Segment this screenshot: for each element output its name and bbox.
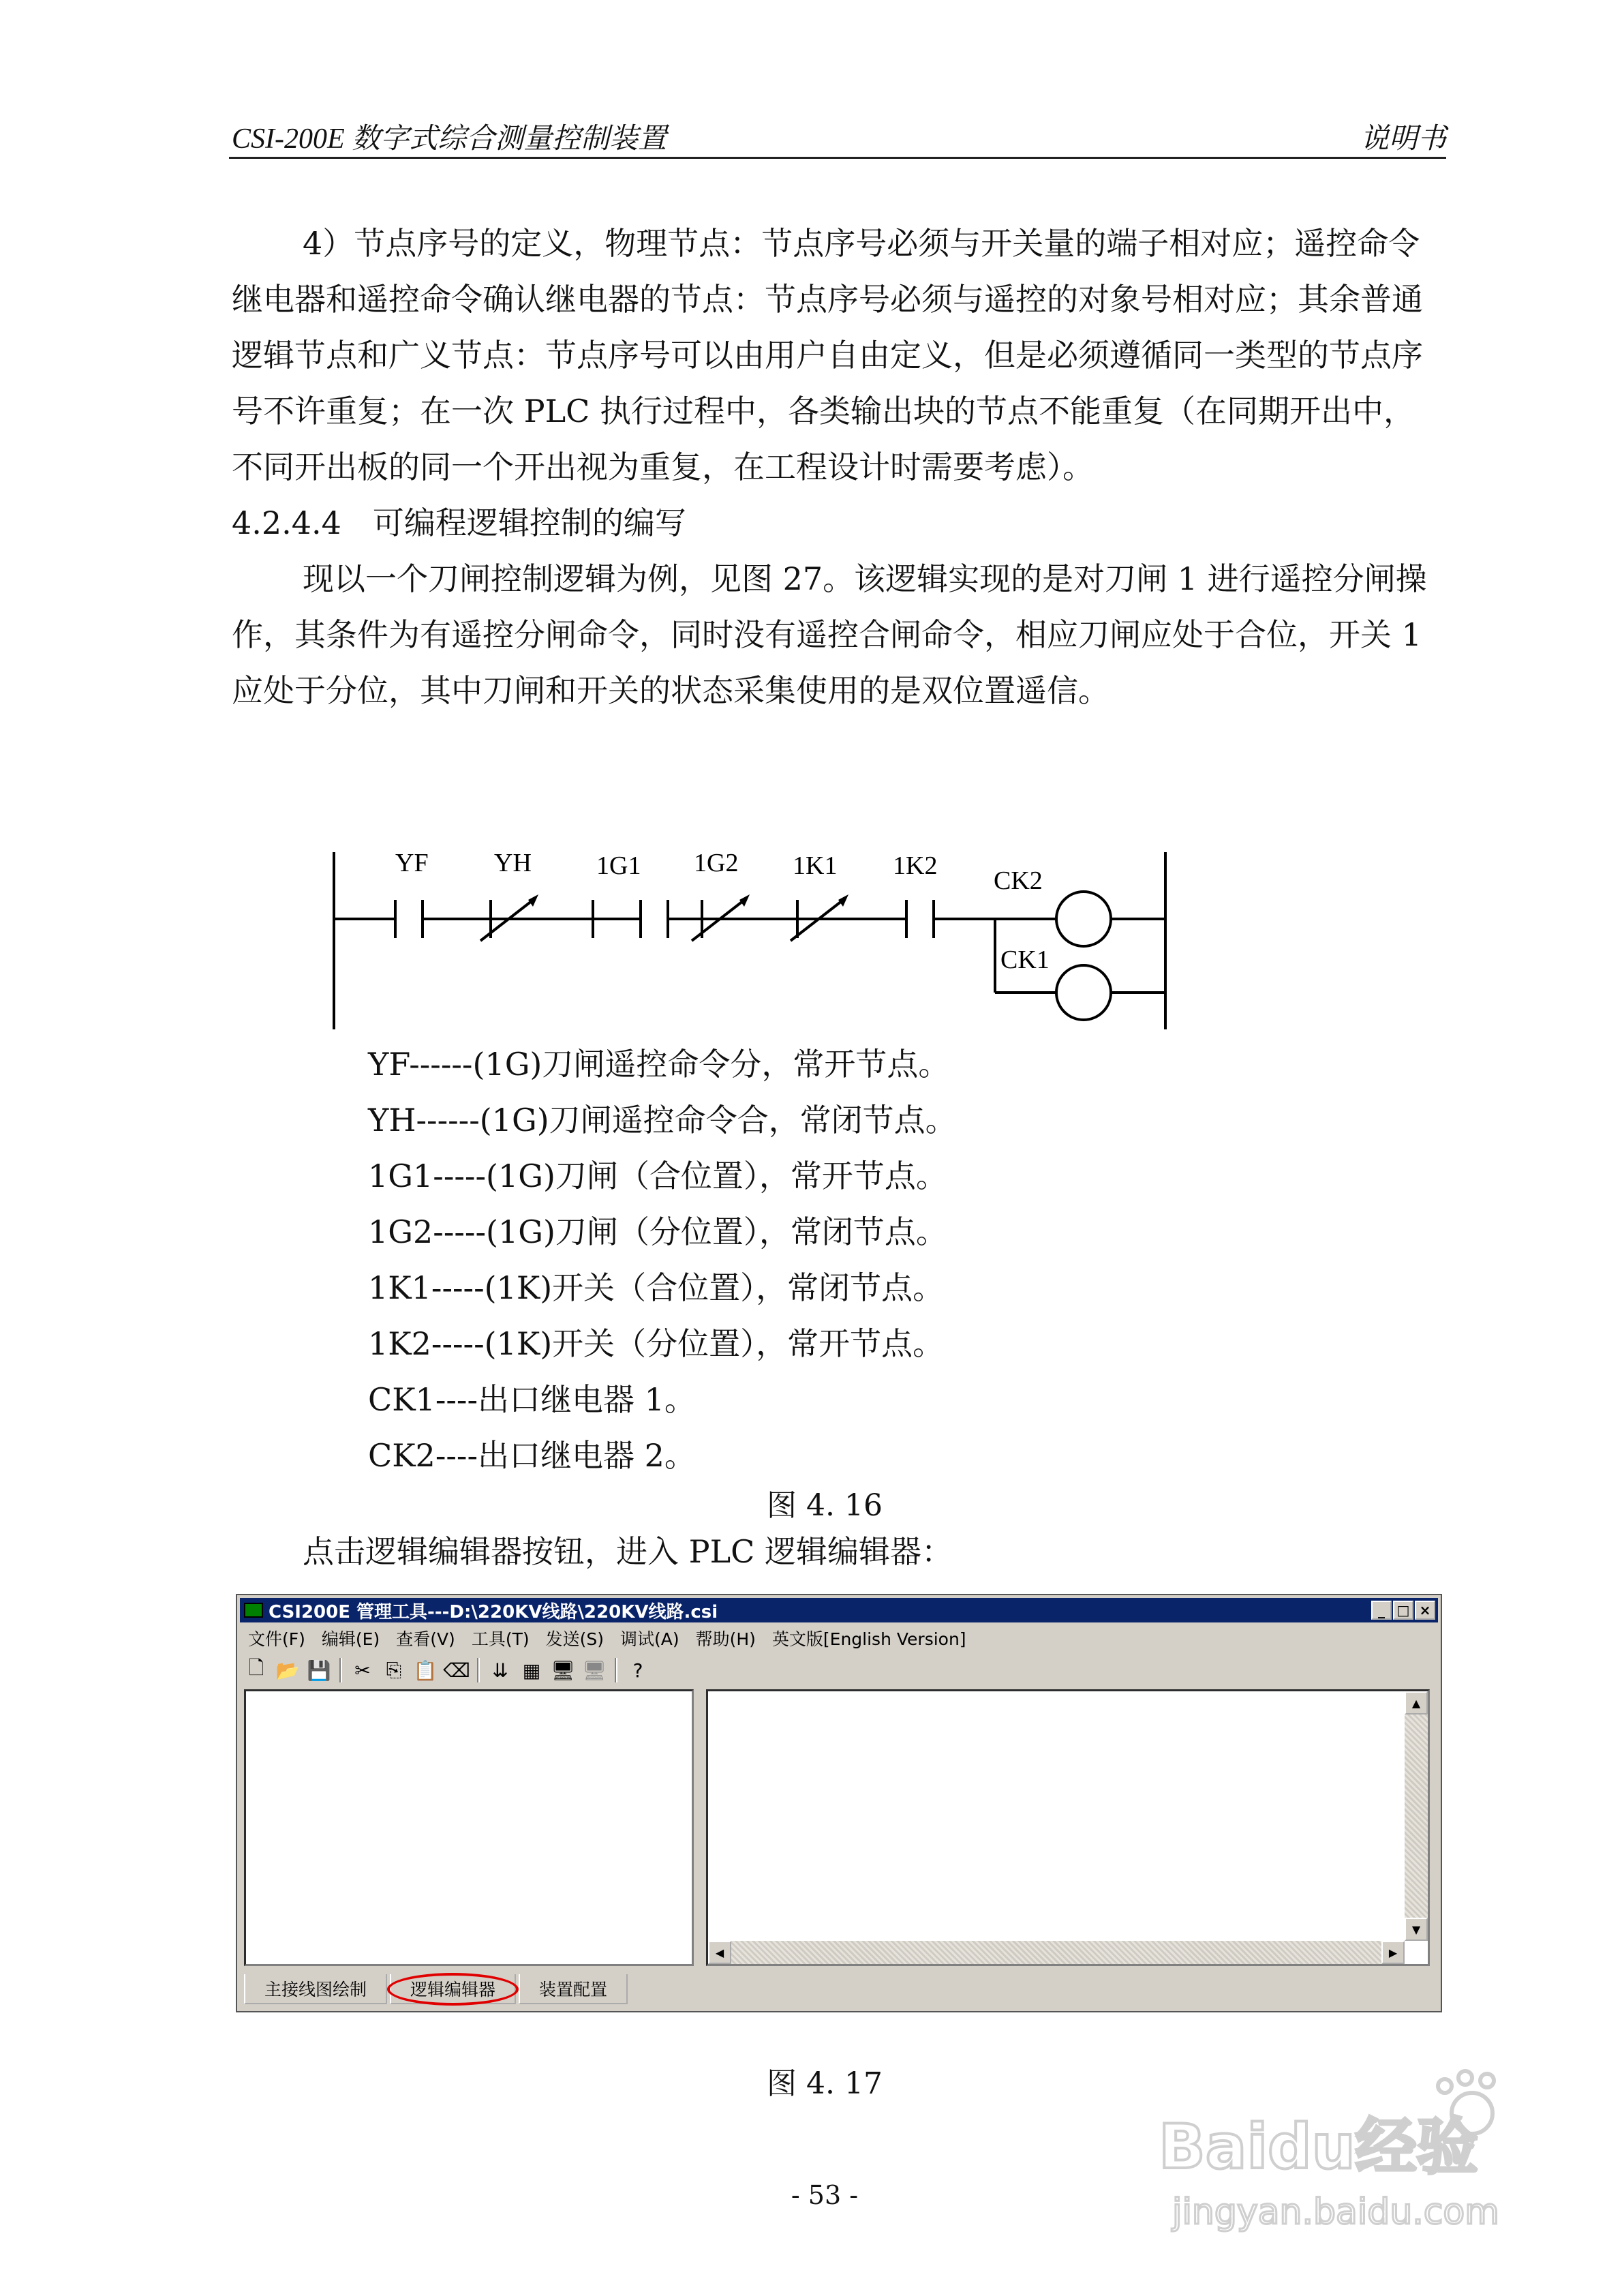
paste-icon[interactable]: 📋: [413, 1659, 438, 1682]
new-file-icon[interactable]: 🗋: [248, 1657, 264, 1679]
tab-main-wiring[interactable]: 主接线图绘制: [244, 1974, 387, 2004]
legend-list: [368, 1036, 957, 1483]
watermark-url: jingyan.baidu.com: [1172, 2192, 1499, 2233]
intro-text: 点击逻辑编辑器按钮，进入 PLC 逻辑编辑器：: [303, 1533, 953, 1570]
figure-caption-1: 图 4. 16: [767, 1488, 883, 1523]
paragraph-example: 现以一个刀闸控制逻辑为例，见图 27。该逻辑实现的是对刀闸 1 进行遥控分闸操作，其条件为有遥控分闸命令，同时没有遥控合闸命令，相应刀闸应处于合位，开关 1 应处于分位，其中刀闸和开关的状态采集使用的是双位置遥信。: [232, 560, 1427, 709]
watermark: [1152, 2066, 1533, 2243]
header-doc-type: 说明书: [1360, 123, 1446, 155]
maximize-button[interactable]: □: [1393, 1601, 1413, 1620]
title-bar: [240, 1598, 1438, 1622]
label-1g1: 1G1: [596, 851, 641, 880]
app-window: [236, 1594, 1442, 2012]
label-yf: YF: [395, 849, 429, 877]
menu-file[interactable]: 文件(F): [248, 1629, 305, 1649]
label-1g2: 1G2: [694, 849, 739, 877]
bottom-tabs: [244, 1970, 1434, 2004]
legend-item: 1K2-----(1K)开关（分位置），常开节点。: [368, 1325, 945, 1362]
menu-edit[interactable]: 编辑(E): [321, 1629, 380, 1649]
coil-ck1: [1056, 965, 1111, 1020]
monitor-icon[interactable]: 🖥: [551, 1659, 575, 1682]
legend-item: CK1----出口继电器 1。: [368, 1381, 696, 1418]
save-icon[interactable]: 💾: [307, 1659, 331, 1682]
menu-help[interactable]: 帮助(H): [695, 1629, 756, 1649]
page-number: - 53 -: [791, 2180, 859, 2210]
copy-icon[interactable]: ⎘: [386, 1659, 402, 1681]
app-icon: [244, 1603, 263, 1618]
section-heading: 4.2.4.4 可编程逻辑控制的编写: [232, 504, 686, 541]
toolbar: [243, 1655, 1438, 1685]
label-1k2: 1K2: [893, 851, 938, 880]
close-button[interactable]: ×: [1415, 1601, 1435, 1620]
toolbar-separator: [615, 1658, 617, 1682]
eraser-icon[interactable]: ⌫: [443, 1659, 470, 1682]
legend-item: YH------(1G)刀闸遥控命令合，常闭节点。: [368, 1102, 957, 1138]
minimize-button[interactable]: _: [1371, 1601, 1392, 1620]
scroll-up-icon[interactable]: ▲: [1405, 1691, 1428, 1715]
scroll-down-icon[interactable]: ▼: [1405, 1918, 1428, 1941]
watermark-brand: Baidu经验: [1159, 2111, 1478, 2183]
label-ck1: CK1: [1000, 946, 1050, 974]
header-rule: [229, 157, 1446, 159]
scroll-left-icon[interactable]: ◀: [708, 1941, 731, 1964]
legend-item: 1G2-----(1G)刀闸（分位置），常闭节点。: [368, 1213, 947, 1250]
legend-item: 1G1-----(1G)刀闸（合位置），常开节点。: [368, 1158, 947, 1194]
download-icon[interactable]: ⇊: [492, 1659, 508, 1682]
menu-send[interactable]: 发送(S): [545, 1629, 604, 1649]
horizontal-scrollbar[interactable]: [708, 1941, 1405, 1964]
header-title: CSI-200E 数字式综合测量控制装置: [232, 123, 667, 155]
menu-bar: [240, 1625, 1438, 1651]
open-folder-icon[interactable]: 📂: [275, 1659, 300, 1682]
label-yh: YH: [494, 849, 532, 877]
tab-logic-editor[interactable]: 逻辑编辑器: [390, 1974, 516, 2004]
coil-ck2: [1056, 892, 1111, 946]
vertical-scrollbar[interactable]: [1405, 1691, 1428, 1941]
toolbar-separator: [339, 1658, 342, 1682]
tree-pane[interactable]: [244, 1689, 694, 1966]
menu-debug[interactable]: 调试(A): [619, 1629, 679, 1649]
cut-icon[interactable]: ✂: [354, 1659, 371, 1682]
label-ck2: CK2: [994, 866, 1043, 895]
monitor-disabled-icon[interactable]: 🖥: [582, 1659, 607, 1682]
menu-english-version[interactable]: 英文版[English Version]: [771, 1629, 966, 1649]
help-icon[interactable]: ?: [632, 1659, 643, 1682]
toolbar-separator: [477, 1658, 480, 1682]
paragraph-node-definition: 4）节点序号的定义，物理节点：节点序号必须与开关量的端子相对应；遥控命令继电器和遥控命令确认继电器的节点：节点序号必须与遥控的对象号相对应；其余普通逻辑节点和广义节点：节点序号可以由用户自由定义，但是必须遵循同一类型的节点序号不许重复；在一次 PLC 执行过程中，各类输出块的节点不能重复（在同期开出中，不同开出板的同一个开出视为重复，在工程设计时需要考虑）。: [232, 225, 1423, 485]
device-icon[interactable]: ▦: [522, 1659, 541, 1682]
scroll-right-icon[interactable]: ▶: [1381, 1941, 1405, 1964]
legend-item: CK2----出口继电器 2。: [368, 1437, 696, 1474]
editor-pane[interactable]: [706, 1689, 1430, 1966]
tab-device-config[interactable]: 装置配置: [519, 1974, 628, 2004]
legend-item: 1K1-----(1K)开关（合位置），常闭节点。: [368, 1269, 945, 1306]
menu-tools[interactable]: 工具(T): [471, 1629, 530, 1649]
figure-caption-2: 图 4. 17: [767, 2066, 883, 2101]
legend-item: YF------(1G)刀闸遥控命令分，常开节点。: [368, 1046, 950, 1083]
window-title: CSI200E 管理工具---D:\220KV线路\220KV线路.csi: [269, 1601, 718, 1622]
ladder-diagram: [320, 832, 1220, 1036]
label-1k1: 1K1: [793, 851, 838, 880]
menu-view[interactable]: 查看(V): [396, 1629, 455, 1649]
